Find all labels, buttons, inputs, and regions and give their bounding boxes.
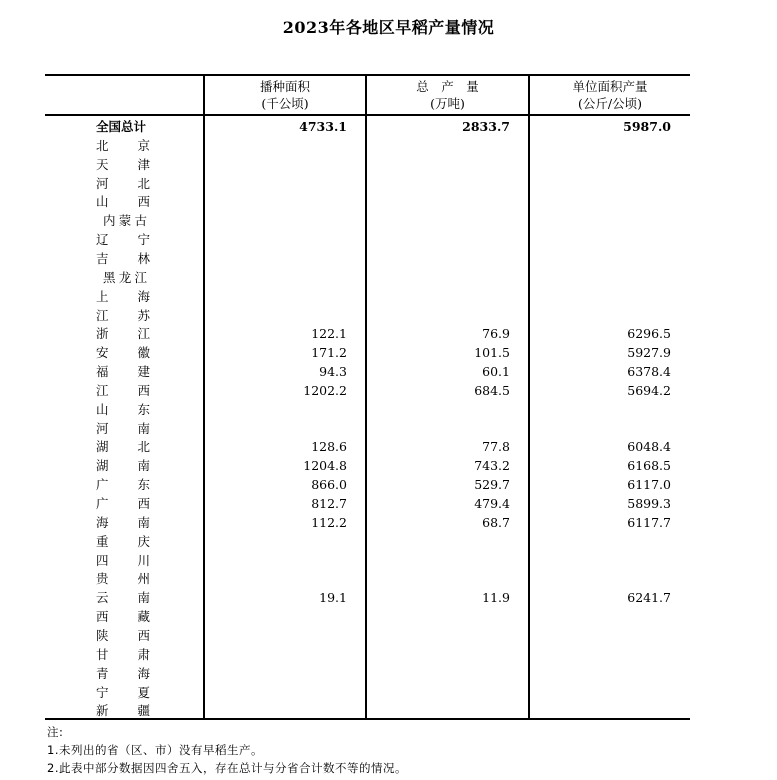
region-name: 黑 龙 江	[103, 269, 147, 285]
table-top-rule	[45, 74, 690, 76]
yield-value: 6168.5	[627, 458, 671, 474]
region-name: 吉 林	[96, 250, 150, 266]
area-value: 112.2	[311, 514, 347, 530]
area-value: 1202.2	[303, 382, 347, 398]
header-rule	[45, 114, 690, 116]
region-name: 河 南	[96, 420, 150, 436]
column-header-title: 播种面积	[259, 79, 310, 94]
table-row	[45, 155, 690, 174]
table-row	[45, 400, 690, 419]
footnote-label: 注:	[47, 725, 64, 739]
region-name: 海 南	[96, 514, 150, 530]
footnotes	[47, 723, 407, 777]
table-row	[45, 306, 690, 325]
region-name: 安 徽	[96, 345, 150, 361]
area-value: 94.3	[319, 364, 347, 380]
table-row	[45, 174, 690, 193]
table-row	[45, 701, 690, 720]
region-name: 广 西	[96, 496, 150, 511]
table-row	[45, 437, 690, 456]
output-value: 77.8	[482, 439, 510, 455]
table-row	[45, 381, 690, 400]
region-name: 四 川	[96, 552, 150, 568]
table-row	[45, 287, 690, 306]
region-name: 陕 西	[96, 627, 150, 643]
table-row	[45, 419, 690, 438]
table-row	[45, 494, 690, 513]
output-value: 68.7	[482, 514, 510, 530]
region-name: 江 西	[96, 382, 150, 398]
table-row	[45, 211, 690, 230]
region-name: 西 藏	[96, 609, 150, 625]
table-row	[45, 645, 690, 664]
table-row	[45, 532, 690, 551]
region-name: 贵 州	[96, 571, 150, 587]
output-value: 743.2	[474, 458, 510, 474]
table-row	[45, 268, 690, 287]
yield-value: 5694.2	[627, 382, 671, 398]
column-header-unit: (公斤/公顷)	[578, 96, 642, 111]
output-value: 479.4	[474, 496, 510, 511]
column-header-output	[367, 78, 528, 114]
area-value: 1204.8	[303, 458, 347, 474]
region-name: 山 西	[96, 194, 150, 210]
region-name: 上 海	[96, 288, 150, 304]
column-header-area	[205, 78, 365, 114]
column-header-title: 单位面积产量	[572, 79, 648, 94]
table-row	[45, 664, 690, 683]
region-name: 云 南	[96, 590, 150, 606]
footnote-item: 1.未列出的省（区、市）没有早稻生产。	[47, 743, 263, 757]
table-row	[45, 683, 690, 702]
page-title: 2023年各地区早稻产量情况	[282, 18, 495, 37]
table-row	[45, 136, 690, 155]
table-row	[45, 569, 690, 588]
table-row	[45, 475, 690, 494]
area-value: 4733.1	[299, 119, 347, 134]
area-value: 19.1	[319, 590, 347, 606]
table-row	[45, 230, 690, 249]
area-value: 122.1	[311, 326, 347, 342]
total-row	[45, 117, 690, 136]
table-row	[45, 362, 690, 381]
column-header-unit: (万吨)	[430, 96, 465, 111]
output-value: 684.5	[474, 382, 510, 398]
table-row	[45, 192, 690, 211]
region-name: 甘 肃	[96, 646, 150, 662]
region-name: 浙 江	[96, 326, 150, 342]
yield-value: 6117.0	[627, 477, 671, 493]
output-value: 60.1	[482, 364, 510, 380]
region-name: 天 津	[96, 156, 150, 172]
yield-value: 6241.7	[627, 590, 671, 606]
table-row	[45, 513, 690, 532]
region-name: 河 北	[96, 175, 150, 191]
region-name: 北 京	[96, 137, 150, 153]
region-name: 内 蒙 古	[103, 213, 147, 229]
table-row	[45, 343, 690, 362]
table-row	[45, 324, 690, 343]
region-name: 湖 南	[96, 458, 150, 474]
region-name: 辽 宁	[96, 232, 150, 248]
region-name: 新 疆	[96, 703, 150, 719]
yield-value: 6048.4	[627, 439, 671, 455]
region-name: 宁 夏	[96, 684, 150, 700]
area-value: 171.2	[311, 345, 347, 361]
region-name: 山 东	[96, 401, 150, 417]
region-name: 湖 北	[96, 439, 150, 455]
region-name: 江 苏	[96, 307, 150, 323]
region-name: 重 庆	[96, 533, 150, 549]
output-value: 76.9	[482, 326, 510, 342]
yield-value: 5899.3	[627, 496, 671, 511]
region-name: 青 海	[96, 665, 150, 681]
output-value: 529.7	[474, 477, 510, 493]
table-row	[45, 551, 690, 570]
table-row	[45, 456, 690, 475]
output-value: 2833.7	[462, 119, 510, 134]
footnote-item: 2.此表中部分数据因四舍五入，存在总计与分省合计数不等的情况。	[47, 761, 407, 775]
column-header-yield	[530, 78, 690, 114]
area-value: 866.0	[311, 477, 347, 493]
yield-value: 5927.9	[627, 345, 671, 361]
yield-value: 5987.0	[623, 119, 671, 134]
yield-value: 6117.7	[627, 514, 671, 530]
output-value: 101.5	[474, 345, 510, 361]
table-row	[45, 249, 690, 268]
table-row	[45, 588, 690, 607]
yield-value: 6378.4	[627, 364, 671, 380]
output-value: 11.9	[482, 590, 510, 606]
region-name: 全国总计	[96, 119, 147, 134]
data-table	[45, 74, 690, 720]
yield-value: 6296.5	[627, 326, 671, 342]
region-name: 福 建	[96, 364, 150, 380]
table-row	[45, 607, 690, 626]
table-row	[45, 626, 690, 645]
column-header-title: 总 产 量	[416, 79, 479, 94]
column-header-unit: (千公顷)	[261, 96, 309, 111]
area-value: 128.6	[311, 439, 347, 455]
region-name: 广 东	[96, 477, 150, 493]
area-value: 812.7	[311, 496, 347, 511]
